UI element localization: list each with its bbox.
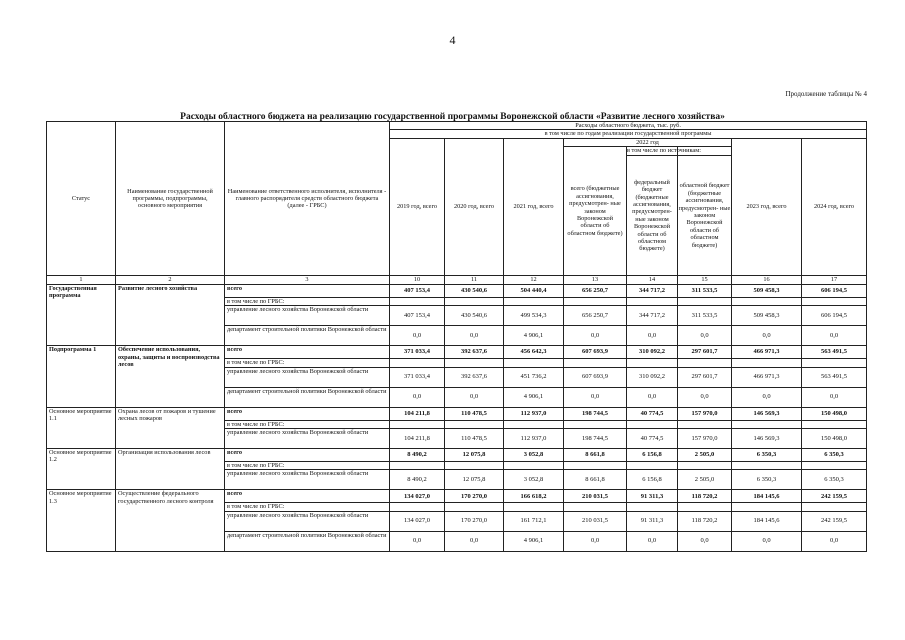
column-number: 13 bbox=[564, 276, 627, 284]
table-row bbox=[47, 346, 867, 359]
value-cell: 297 601,7 bbox=[678, 346, 732, 359]
header-2019: 2019 год, всего bbox=[390, 138, 445, 275]
row-executor: в том числе по ГРБС: bbox=[225, 461, 390, 469]
column-number: 14 bbox=[627, 276, 678, 284]
value-cell: 6 350,3 bbox=[732, 470, 802, 490]
value-cell bbox=[445, 461, 504, 469]
column-number: 12 bbox=[504, 276, 564, 284]
value-cell: 407 153,4 bbox=[390, 284, 445, 297]
column-number: 17 bbox=[802, 276, 867, 284]
header-2022: 2022 год bbox=[564, 138, 732, 146]
value-cell: 157 970,0 bbox=[678, 428, 732, 448]
value-cell bbox=[627, 359, 678, 367]
value-cell: 2 505,0 bbox=[678, 470, 732, 490]
value-cell: 40 774,5 bbox=[627, 428, 678, 448]
value-cell: 242 159,5 bbox=[802, 490, 867, 503]
row-executor: в том числе по ГРБС: bbox=[225, 420, 390, 428]
table-title: Расходы областного бюджета на реализацию государственной программы Воронежской области «Развитие лесного хозяйства» bbox=[180, 112, 725, 122]
table-row bbox=[47, 490, 867, 503]
value-cell: 184 145,6 bbox=[732, 490, 802, 503]
value-cell: 392 637,6 bbox=[445, 367, 504, 387]
value-cell: 0,0 bbox=[564, 326, 627, 346]
value-cell: 0,0 bbox=[445, 387, 504, 407]
value-cell bbox=[564, 297, 627, 305]
value-cell: 2 505,0 bbox=[678, 448, 732, 461]
value-cell: 0,0 bbox=[732, 387, 802, 407]
value-cell: 198 744,5 bbox=[564, 428, 627, 448]
row-executor: всего bbox=[225, 407, 390, 420]
value-cell bbox=[627, 461, 678, 469]
row-executor: департамент строительной политики Воронежской области bbox=[225, 326, 390, 346]
header-executor: Наименование ответственного исполнителя, исполнителя - главного распорядителя средств областного бюджета (далее - ГРБС) bbox=[225, 122, 390, 276]
value-cell: 104 211,8 bbox=[390, 428, 445, 448]
value-cell: 0,0 bbox=[390, 387, 445, 407]
value-cell bbox=[627, 420, 678, 428]
value-cell: 310 092,2 bbox=[627, 367, 678, 387]
row-program-name: Организация использования лесов bbox=[116, 448, 225, 489]
value-cell: 371 033,4 bbox=[390, 346, 445, 359]
value-cell bbox=[504, 461, 564, 469]
column-number: 1 bbox=[47, 276, 116, 284]
row-executor: в том числе по ГРБС: bbox=[225, 503, 390, 511]
value-cell: 161 712,1 bbox=[504, 511, 564, 531]
value-cell bbox=[802, 420, 867, 428]
value-cell bbox=[445, 503, 504, 511]
value-cell: 371 033,4 bbox=[390, 367, 445, 387]
value-cell: 0,0 bbox=[678, 387, 732, 407]
value-cell bbox=[627, 297, 678, 305]
row-executor: всего bbox=[225, 448, 390, 461]
value-cell bbox=[445, 420, 504, 428]
value-cell bbox=[445, 359, 504, 367]
value-cell: 112 937,0 bbox=[504, 428, 564, 448]
value-cell bbox=[390, 420, 445, 428]
value-cell: 509 458,3 bbox=[732, 306, 802, 326]
value-cell: 210 031,5 bbox=[564, 490, 627, 503]
value-cell bbox=[504, 297, 564, 305]
value-cell: 12 075,8 bbox=[445, 470, 504, 490]
value-cell: 456 642,3 bbox=[504, 346, 564, 359]
value-cell: 509 458,3 bbox=[732, 284, 802, 297]
row-status: Основное мероприятие 1.2 bbox=[47, 448, 116, 489]
value-cell: 466 971,3 bbox=[732, 346, 802, 359]
value-cell: 0,0 bbox=[732, 531, 802, 551]
column-number: 2 bbox=[116, 276, 225, 284]
value-cell: 344 717,2 bbox=[627, 284, 678, 297]
header-2020: 2020 год, всего bbox=[445, 138, 504, 275]
row-executor: управление лесного хозяйства Воронежской области bbox=[225, 470, 390, 490]
column-number: 11 bbox=[445, 276, 504, 284]
row-executor: департамент строительной политики Воронежской области bbox=[225, 531, 390, 551]
header-federal: федеральный бюджет (бюджетные ассигнования, предусмотрен- ные законом Воронежской области об областном бюджете) bbox=[632, 178, 672, 253]
value-cell: 0,0 bbox=[627, 326, 678, 346]
value-cell bbox=[802, 461, 867, 469]
value-cell: 6 156,8 bbox=[627, 448, 678, 461]
value-cell: 91 311,3 bbox=[627, 511, 678, 531]
value-cell bbox=[678, 420, 732, 428]
value-cell: 242 159,5 bbox=[802, 511, 867, 531]
row-program-name: Осуществление федерального государственного лесного контроля bbox=[116, 490, 225, 551]
value-cell: 0,0 bbox=[627, 387, 678, 407]
table-row bbox=[47, 448, 867, 461]
value-cell: 110 478,5 bbox=[445, 407, 504, 420]
value-cell: 0,0 bbox=[390, 531, 445, 551]
value-cell: 150 498,0 bbox=[802, 428, 867, 448]
value-cell: 6 350,3 bbox=[732, 448, 802, 461]
row-executor: всего bbox=[225, 284, 390, 297]
value-cell bbox=[504, 503, 564, 511]
value-cell bbox=[564, 503, 627, 511]
budget-table bbox=[46, 121, 867, 552]
value-cell: 499 534,3 bbox=[504, 306, 564, 326]
value-cell: 0,0 bbox=[564, 531, 627, 551]
value-cell: 184 145,6 bbox=[732, 511, 802, 531]
value-cell: 104 211,8 bbox=[390, 407, 445, 420]
row-program-name: Развитие лесного хозяйства bbox=[116, 284, 225, 345]
value-cell: 8 490,2 bbox=[390, 470, 445, 490]
value-cell bbox=[390, 461, 445, 469]
value-cell bbox=[390, 503, 445, 511]
value-cell bbox=[390, 359, 445, 367]
value-cell bbox=[445, 297, 504, 305]
value-cell: 466 971,3 bbox=[732, 367, 802, 387]
column-number: 15 bbox=[678, 276, 732, 284]
value-cell: 430 540,6 bbox=[445, 284, 504, 297]
value-cell: 451 736,2 bbox=[504, 367, 564, 387]
value-cell: 198 744,5 bbox=[564, 407, 627, 420]
value-cell: 118 720,2 bbox=[678, 511, 732, 531]
header-budget-expenses: Расходы областного бюджета, тыс. руб. bbox=[390, 122, 867, 130]
value-cell: 6 156,8 bbox=[627, 470, 678, 490]
row-executor: в том числе по ГРБС: bbox=[225, 359, 390, 367]
value-cell: 6 350,3 bbox=[802, 470, 867, 490]
value-cell bbox=[732, 420, 802, 428]
value-cell: 4 906,1 bbox=[504, 387, 564, 407]
table-row bbox=[47, 284, 867, 297]
value-cell: 0,0 bbox=[732, 326, 802, 346]
value-cell: 0,0 bbox=[678, 531, 732, 551]
value-cell: 0,0 bbox=[445, 326, 504, 346]
row-executor: в том числе по ГРБС: bbox=[225, 297, 390, 305]
row-executor: управление лесного хозяйства Воронежской области bbox=[225, 428, 390, 448]
value-cell: 0,0 bbox=[678, 326, 732, 346]
value-cell bbox=[564, 420, 627, 428]
value-cell bbox=[504, 359, 564, 367]
value-cell: 146 569,3 bbox=[732, 407, 802, 420]
value-cell: 0,0 bbox=[564, 387, 627, 407]
value-cell bbox=[564, 359, 627, 367]
value-cell: 112 937,0 bbox=[504, 407, 564, 420]
value-cell: 606 194,5 bbox=[802, 284, 867, 297]
header-status: Статус bbox=[47, 122, 116, 276]
value-cell: 40 774,5 bbox=[627, 407, 678, 420]
row-status: Основное мероприятие 1.3 bbox=[47, 490, 116, 551]
value-cell: 0,0 bbox=[390, 326, 445, 346]
table-continuation-note: Продолжение таблицы № 4 bbox=[785, 90, 867, 98]
value-cell bbox=[678, 359, 732, 367]
value-cell: 311 533,5 bbox=[678, 306, 732, 326]
value-cell: 0,0 bbox=[627, 531, 678, 551]
row-status: Государственная программа bbox=[47, 284, 116, 345]
value-cell: 606 194,5 bbox=[802, 306, 867, 326]
column-number: 3 bbox=[225, 276, 390, 284]
header-2022-total: всего (бюджетные ассигнования, предусмотрен- ные законом Воронежской области об областном бюджете) bbox=[564, 147, 627, 276]
row-executor: управление лесного хозяйства Воронежской области bbox=[225, 511, 390, 531]
row-executor: всего bbox=[225, 490, 390, 503]
value-cell bbox=[678, 503, 732, 511]
value-cell: 134 027,0 bbox=[390, 490, 445, 503]
header-program-name: Наименование государственной программы, подпрограммы, основного мероприятия bbox=[116, 122, 225, 276]
value-cell bbox=[678, 297, 732, 305]
value-cell: 4 906,1 bbox=[504, 531, 564, 551]
header-2023: 2023 год, всего bbox=[732, 138, 802, 275]
value-cell: 8 661,8 bbox=[564, 448, 627, 461]
value-cell: 563 491,5 bbox=[802, 367, 867, 387]
value-cell: 210 031,5 bbox=[564, 511, 627, 531]
table-row bbox=[47, 407, 867, 420]
value-cell bbox=[564, 461, 627, 469]
value-cell: 4 906,1 bbox=[504, 326, 564, 346]
value-cell: 150 498,0 bbox=[802, 407, 867, 420]
value-cell: 157 970,0 bbox=[678, 407, 732, 420]
row-executor: всего bbox=[225, 346, 390, 359]
value-cell bbox=[732, 461, 802, 469]
row-status: Основное мероприятие 1.1 bbox=[47, 407, 116, 448]
value-cell: 146 569,3 bbox=[732, 428, 802, 448]
value-cell bbox=[627, 503, 678, 511]
value-cell: 344 717,2 bbox=[627, 306, 678, 326]
value-cell: 392 637,6 bbox=[445, 346, 504, 359]
header-by-years: в том числе по годам реализации государственной программы bbox=[390, 130, 867, 138]
column-number: 16 bbox=[732, 276, 802, 284]
value-cell: 170 270,0 bbox=[445, 511, 504, 531]
value-cell: 91 311,3 bbox=[627, 490, 678, 503]
value-cell: 0,0 bbox=[445, 531, 504, 551]
header-2024: 2024 год, всего bbox=[802, 138, 867, 275]
value-cell: 170 270,0 bbox=[445, 490, 504, 503]
value-cell: 6 350,3 bbox=[802, 448, 867, 461]
value-cell: 0,0 bbox=[802, 531, 867, 551]
value-cell: 607 693,9 bbox=[564, 346, 627, 359]
value-cell bbox=[678, 461, 732, 469]
value-cell: 504 440,4 bbox=[504, 284, 564, 297]
value-cell: 407 153,4 bbox=[390, 306, 445, 326]
value-cell: 12 075,8 bbox=[445, 448, 504, 461]
value-cell: 3 052,8 bbox=[504, 470, 564, 490]
header-sources: в том числе по источникам: bbox=[627, 147, 701, 155]
row-executor: управление лесного хозяйства Воронежской области bbox=[225, 367, 390, 387]
value-cell: 607 693,9 bbox=[564, 367, 627, 387]
header-regional: областной бюджет (бюджетные ассигнования, предусмотрен- ные законом Воронежской области об областном бюджете) bbox=[678, 182, 731, 249]
column-number: 10 bbox=[390, 276, 445, 284]
value-cell bbox=[802, 503, 867, 511]
value-cell: 310 092,2 bbox=[627, 346, 678, 359]
value-cell: 134 027,0 bbox=[390, 511, 445, 531]
value-cell: 118 720,2 bbox=[678, 490, 732, 503]
row-program-name: Обеспечение использования, охраны, защиты и воспроизводства лесов bbox=[116, 346, 225, 407]
value-cell bbox=[732, 359, 802, 367]
page-number: 4 bbox=[449, 33, 456, 47]
value-cell: 430 540,6 bbox=[445, 306, 504, 326]
value-cell bbox=[732, 297, 802, 305]
row-program-name: Охрана лесов от пожаров и тушение лесных пожаров bbox=[116, 407, 225, 448]
value-cell: 110 478,5 bbox=[445, 428, 504, 448]
header-2021: 2021 год, всего bbox=[504, 138, 564, 275]
value-cell: 166 618,2 bbox=[504, 490, 564, 503]
row-status: Подпрограмма 1 bbox=[47, 346, 116, 407]
value-cell: 0,0 bbox=[802, 326, 867, 346]
value-cell: 563 491,5 bbox=[802, 346, 867, 359]
value-cell bbox=[504, 420, 564, 428]
value-cell: 311 533,5 bbox=[678, 284, 732, 297]
row-executor: департамент строительной политики Воронежской области bbox=[225, 387, 390, 407]
value-cell: 8 490,2 bbox=[390, 448, 445, 461]
value-cell: 3 052,8 bbox=[504, 448, 564, 461]
value-cell: 656 250,7 bbox=[564, 306, 627, 326]
value-cell: 0,0 bbox=[802, 387, 867, 407]
value-cell bbox=[802, 359, 867, 367]
value-cell: 297 601,7 bbox=[678, 367, 732, 387]
value-cell bbox=[390, 297, 445, 305]
value-cell: 656 250,7 bbox=[564, 284, 627, 297]
row-executor: управление лесного хозяйства Воронежской области bbox=[225, 306, 390, 326]
value-cell bbox=[732, 503, 802, 511]
value-cell: 8 661,8 bbox=[564, 470, 627, 490]
value-cell bbox=[802, 297, 867, 305]
